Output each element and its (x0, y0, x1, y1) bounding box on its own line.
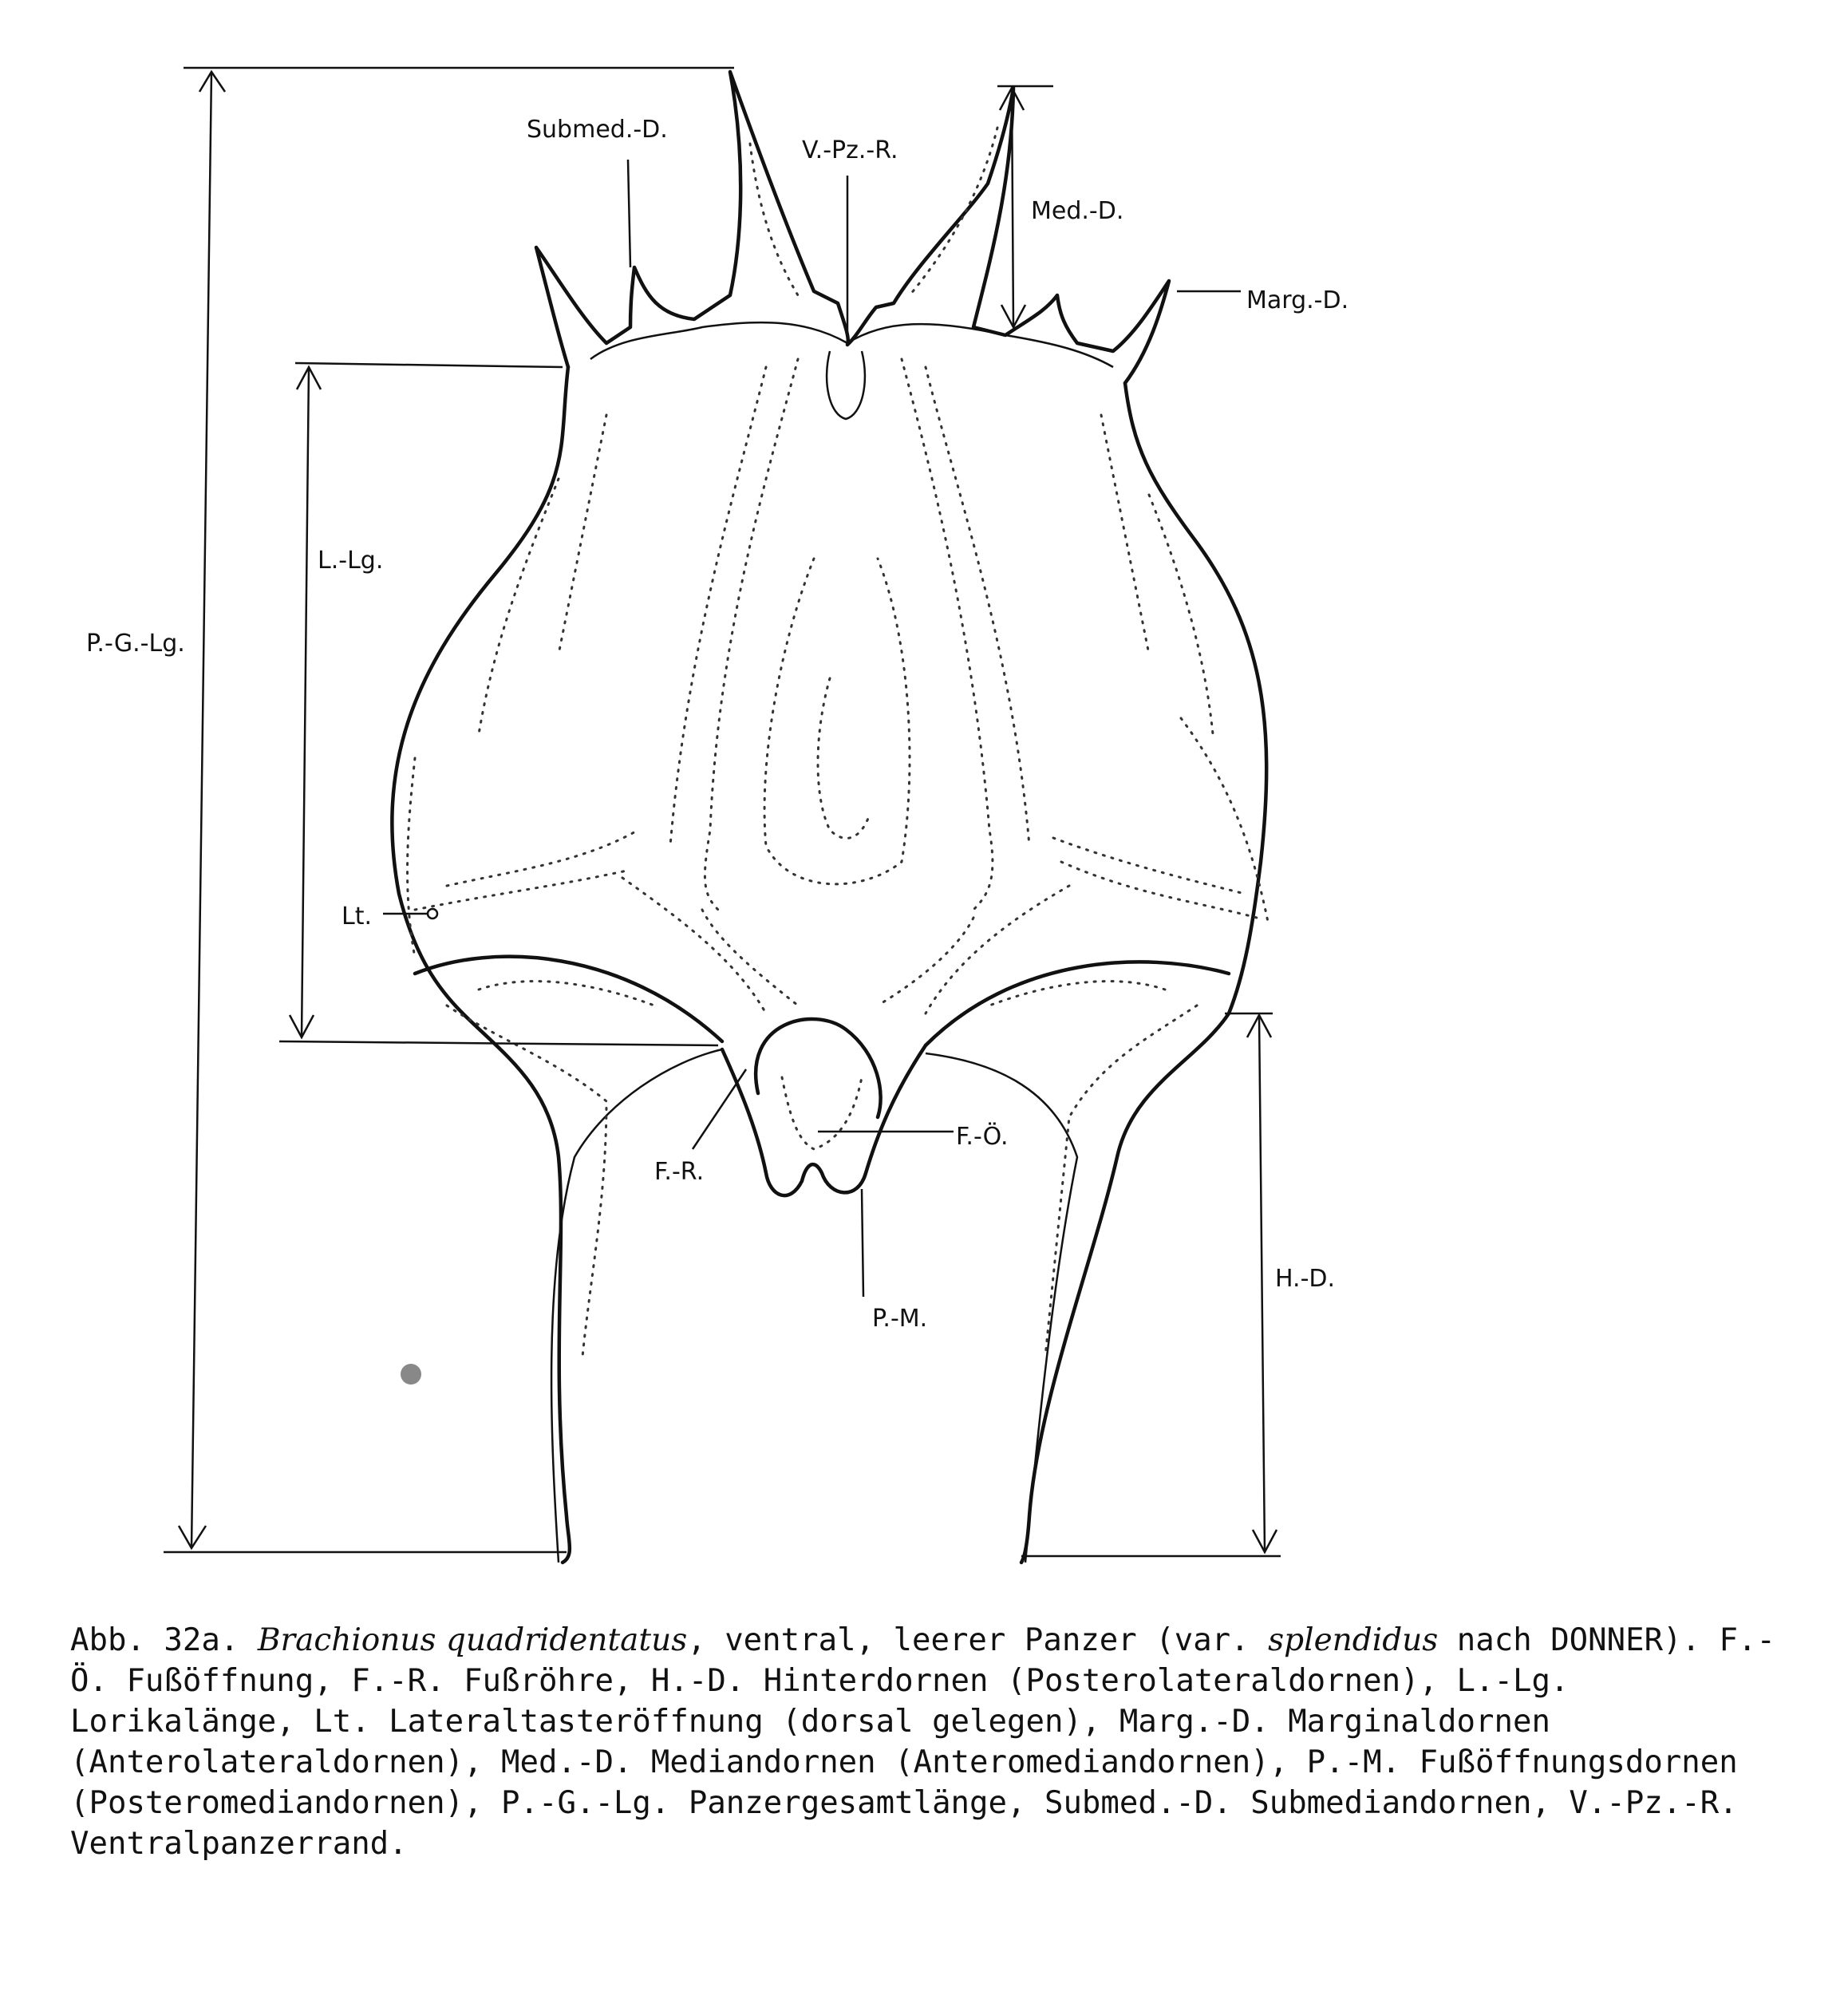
label-l-lg: L.-Lg. (318, 547, 384, 575)
label-med-d: Med.-D. (1031, 197, 1124, 225)
label-submed-d: Submed.-D. (527, 116, 668, 144)
dimension-total-line (192, 72, 211, 1548)
caption-prefix: Abb. 32a. (70, 1622, 258, 1658)
lorica-outline (392, 367, 570, 1562)
posterior-arc-left (415, 957, 722, 1041)
caption-species: Brachionus quadridentatus (257, 1622, 688, 1658)
dimension-lorica-line (302, 367, 309, 1037)
caption-part1: , ventral, leerer Panzer (var. (687, 1622, 1269, 1658)
foot-tube (722, 1045, 926, 1195)
median-notch (827, 351, 865, 419)
leader-fr (693, 1069, 746, 1149)
caption-variety: splendidus (1268, 1622, 1439, 1658)
ventral-margin-line (590, 322, 1113, 367)
label-p-m: P.-M. (872, 1305, 928, 1333)
figure-caption (70, 1620, 1786, 1864)
speck (401, 1364, 421, 1385)
posterior-arc-right (926, 962, 1229, 1045)
label-lt: Lt. (342, 903, 373, 930)
label-marg-d: Marg.-D. (1246, 286, 1349, 314)
label-v-pz-r: V.-Pz.-R. (802, 136, 898, 164)
dimension-hind-line (1259, 1015, 1265, 1552)
leader-submed (628, 160, 630, 267)
label-f-o: F.-Ö. (956, 1123, 1009, 1151)
dimension-lorica-bottom (279, 1041, 718, 1045)
lt-opening (428, 909, 437, 918)
leader-pm (862, 1189, 863, 1297)
hind-spine-left-inner (551, 1049, 722, 1562)
caption-part2: nach DONNER). F.-Ö. Fußöffnung, F.-R. Fußröhre, H.-D. Hinterdornen (Posterolateraldornen), L.-Lg. Lorikalänge, Lt. Lateraltasteröffnung (dorsal gelegen), Marg.-D. Marginaldornen (Anterolateraldornen), Med.-D. Mediandornen (Anteromediandornen), P.-M. Fußöffnungsdornen (Posteromediandornen), P.-G.-Lg. Panzergesamtlänge, Submed.-D. Submediandornen, V.-Pz.-R. Ventralpanzerrand. (70, 1622, 1775, 1862)
label-f-r: F.-R. (654, 1158, 705, 1186)
surface-stippling (408, 128, 1269, 1357)
foot-opening (756, 1019, 880, 1117)
label-p-g-lg: P.-G.-Lg. (86, 630, 185, 658)
dimension-lorica-top (295, 363, 563, 367)
label-h-d: H.-D. (1275, 1265, 1336, 1293)
